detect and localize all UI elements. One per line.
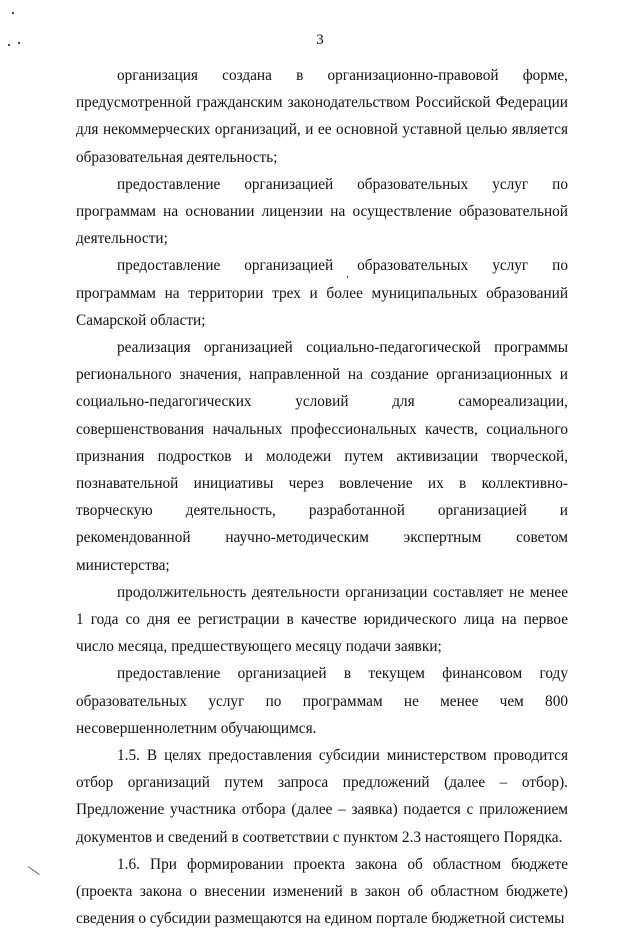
scan-stroke bbox=[28, 866, 40, 875]
scan-speck bbox=[12, 12, 14, 14]
paragraph-students: предоставление организацией в текущем финансовом году образовательных услуг по программам не менее чем 800 несовершеннолетним обучающимся. bbox=[76, 665, 568, 737]
paragraph-legal-form: организация создана в организационно-правовой форме, предусмотренной гражданским законодательством Российской Федерации для некоммерческих организаций, и ее основной уставной целью является образовательная деятельность; bbox=[76, 67, 568, 166]
paragraph-section-1-5: 1.5. В целях предоставления субсидии министерством проводится отбор организаций путем запроса предложений (далее – отбор). Предложение участника отбора (далее – заявка) подается с приложением документов и сведений в соответствии с пунктом 2.3 настоящего Порядка. bbox=[76, 747, 568, 846]
paragraph-program: реализация организацией социально-педагогической программы регионального значения, направленной на создание организационных и социально-педагогических условий для самореализации, совершенствования начальных профессиональных качеств, социального признания подростков и молодежи путем активизации творческой, познавательной инициативы через вовлечение их в коллективно-творческую деятельность, разработанной организацией и рекомендованной научно-методическим экспертным советом министерства; bbox=[76, 339, 568, 574]
paragraph-duration: продолжительность деятельности организации составляет не менее 1 года со дня ее регистрации в качестве юридического лица на первое число месяца, предшествующего месяцу подачи заявки; bbox=[76, 583, 568, 656]
paragraph-section-1-6: 1.6. При формировании проекта закона об областном бюджете (проекта закона о внесении изменений в закон об областном бюджете) сведения о субсидии размещаются на едином портале бюджетной системы bbox=[76, 855, 568, 928]
paragraph-territory: предоставление организацией образовательных услуг по программам на территории трех и более муниципальных образований Самарской области; bbox=[76, 257, 568, 329]
paragraph-license: предоставление организацией образовательных услуг по программам на основании лицензии на осуществление образовательной деятельности; bbox=[76, 175, 568, 248]
page-number: 3 bbox=[316, 32, 324, 48]
document-body bbox=[76, 62, 568, 933]
